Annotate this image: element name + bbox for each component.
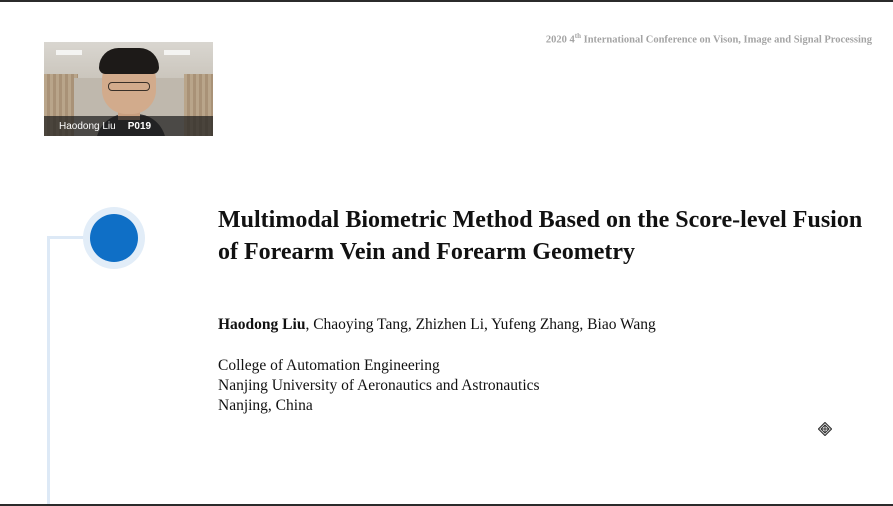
ceiling-light — [164, 50, 190, 55]
affiliation — [218, 356, 540, 416]
conference-year: 2020 4 — [545, 34, 575, 46]
move-crosshair-icon[interactable] — [818, 422, 832, 436]
decorative-vertical-line — [47, 236, 50, 506]
slide-title: Multimodal Biometric Method Based on the Score-level Fusion of Forearm Vein and Forearm Geometry — [218, 207, 863, 265]
conference-header — [546, 32, 872, 46]
participant-id: P019 — [127, 120, 152, 132]
conference-sup: th — [574, 32, 581, 40]
top-border — [0, 0, 893, 2]
affiliation-line: Nanjing University of Aeronautics and Astronautics — [218, 377, 540, 394]
ceiling-light — [56, 50, 82, 55]
author-list — [218, 316, 656, 334]
affiliation-line: College of Automation Engineering — [218, 357, 440, 374]
participant-glasses — [108, 82, 150, 91]
participant-name: Haodong Liu — [59, 120, 116, 132]
other-authors: , Chaoying Tang, Zhizhen Li, Yufeng Zhang, Biao Wang — [305, 316, 656, 333]
affiliation-line: Nanjing, China — [218, 397, 313, 414]
decorative-blue-dot — [90, 214, 138, 262]
decorative-horizontal-line — [47, 236, 87, 239]
conference-name: International Conference on Vison, Image and Signal Processing — [580, 34, 872, 46]
participant-hair — [99, 48, 159, 74]
first-author: Haodong Liu — [218, 316, 306, 333]
webcam-video-tile[interactable] — [44, 42, 213, 136]
webcam-nameplate — [44, 116, 213, 136]
